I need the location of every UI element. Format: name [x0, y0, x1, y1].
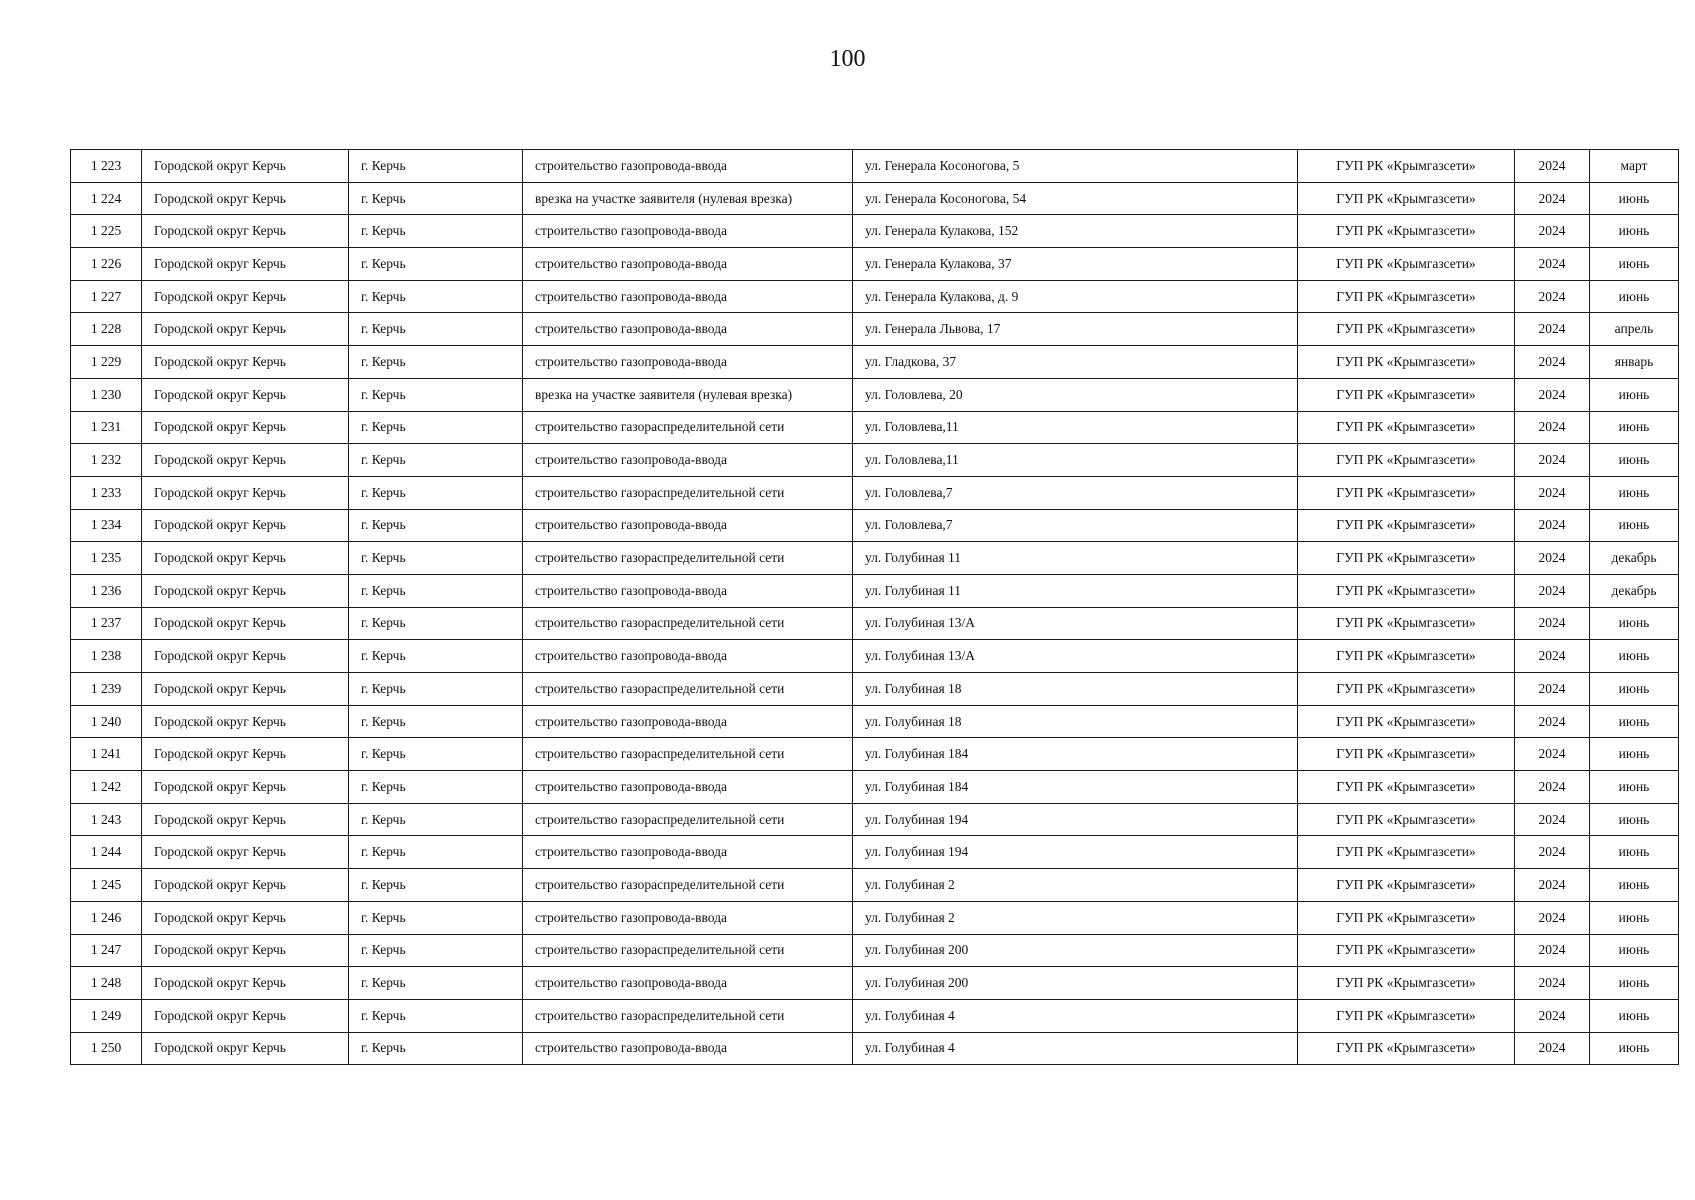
year-cell: 2024: [1515, 803, 1590, 836]
work-type-cell: строительство газораспределительной сети: [523, 542, 853, 575]
district-cell: Городской округ Керчь: [142, 901, 349, 934]
row-number-cell: 1 244: [71, 836, 142, 869]
month-cell: июнь: [1590, 901, 1679, 934]
table-row: [71, 313, 1679, 346]
organization-cell: ГУП РК «Крымгазсети»: [1298, 673, 1515, 706]
organization-cell: ГУП РК «Крымгазсети»: [1298, 869, 1515, 902]
month-cell: июнь: [1590, 182, 1679, 215]
address-cell: ул. Голубиная 4: [853, 1032, 1298, 1065]
district-cell: Городской округ Керчь: [142, 542, 349, 575]
row-number-cell: 1 228: [71, 313, 142, 346]
year-cell: 2024: [1515, 542, 1590, 575]
address-cell: ул. Голубиная 2: [853, 869, 1298, 902]
organization-cell: ГУП РК «Крымгазсети»: [1298, 150, 1515, 183]
city-cell: г. Керчь: [349, 803, 523, 836]
page-number: 100: [829, 46, 866, 72]
district-cell: Городской округ Керчь: [142, 476, 349, 509]
organization-cell: ГУП РК «Крымгазсети»: [1298, 607, 1515, 640]
address-cell: ул. Генерала Кулакова, д. 9: [853, 280, 1298, 313]
row-number-cell: 1 240: [71, 705, 142, 738]
work-type-cell: строительство газопровода-ввода: [523, 280, 853, 313]
district-cell: Городской округ Керчь: [142, 574, 349, 607]
table-row: [71, 346, 1679, 379]
work-type-cell: строительство газопровода-ввода: [523, 509, 853, 542]
month-cell: июнь: [1590, 444, 1679, 477]
row-number-cell: 1 235: [71, 542, 142, 575]
table-row: [71, 771, 1679, 804]
row-number-cell: 1 246: [71, 901, 142, 934]
work-type-cell: строительство газопровода-ввода: [523, 705, 853, 738]
month-cell: июнь: [1590, 771, 1679, 804]
organization-cell: ГУП РК «Крымгазсети»: [1298, 999, 1515, 1032]
work-type-cell: строительство газораспределительной сети: [523, 999, 853, 1032]
gasification-schedule-table: [70, 149, 1679, 1065]
month-cell: декабрь: [1590, 542, 1679, 575]
organization-cell: ГУП РК «Крымгазсети»: [1298, 803, 1515, 836]
table-row: [71, 215, 1679, 248]
row-number-cell: 1 237: [71, 607, 142, 640]
row-number-cell: 1 230: [71, 378, 142, 411]
year-cell: 2024: [1515, 444, 1590, 477]
address-cell: ул. Голубиная 200: [853, 934, 1298, 967]
city-cell: г. Керчь: [349, 542, 523, 575]
month-cell: июнь: [1590, 967, 1679, 1000]
table-row: [71, 150, 1679, 183]
table-row: [71, 476, 1679, 509]
month-cell: июнь: [1590, 869, 1679, 902]
row-number-cell: 1 250: [71, 1032, 142, 1065]
district-cell: Городской округ Керчь: [142, 967, 349, 1000]
organization-cell: ГУП РК «Крымгазсети»: [1298, 640, 1515, 673]
district-cell: Городской округ Керчь: [142, 444, 349, 477]
table-row: [71, 836, 1679, 869]
month-cell: июнь: [1590, 673, 1679, 706]
work-type-cell: строительство газопровода-ввода: [523, 574, 853, 607]
month-cell: июнь: [1590, 280, 1679, 313]
district-cell: Городской округ Керчь: [142, 640, 349, 673]
district-cell: Городской округ Керчь: [142, 999, 349, 1032]
year-cell: 2024: [1515, 248, 1590, 281]
year-cell: 2024: [1515, 150, 1590, 183]
organization-cell: ГУП РК «Крымгазсети»: [1298, 1032, 1515, 1065]
row-number-cell: 1 242: [71, 771, 142, 804]
month-cell: июнь: [1590, 607, 1679, 640]
address-cell: ул. Генерала Кулакова, 37: [853, 248, 1298, 281]
table-row: [71, 542, 1679, 575]
organization-cell: ГУП РК «Крымгазсети»: [1298, 542, 1515, 575]
city-cell: г. Керчь: [349, 738, 523, 771]
month-cell: июнь: [1590, 640, 1679, 673]
organization-cell: ГУП РК «Крымгазсети»: [1298, 280, 1515, 313]
row-number-cell: 1 239: [71, 673, 142, 706]
district-cell: Городской округ Керчь: [142, 280, 349, 313]
year-cell: 2024: [1515, 280, 1590, 313]
year-cell: 2024: [1515, 999, 1590, 1032]
work-type-cell: строительство газораспределительной сети: [523, 411, 853, 444]
district-cell: Городской округ Керчь: [142, 803, 349, 836]
address-cell: ул. Генерала Львова, 17: [853, 313, 1298, 346]
month-cell: июнь: [1590, 476, 1679, 509]
work-type-cell: строительство газопровода-ввода: [523, 313, 853, 346]
address-cell: ул. Голубиная 18: [853, 673, 1298, 706]
work-type-cell: врезка на участке заявителя (нулевая врезка): [523, 378, 853, 411]
year-cell: 2024: [1515, 705, 1590, 738]
work-type-cell: строительство газопровода-ввода: [523, 836, 853, 869]
district-cell: Городской округ Керчь: [142, 411, 349, 444]
organization-cell: ГУП РК «Крымгазсети»: [1298, 215, 1515, 248]
work-type-cell: строительство газораспределительной сети: [523, 738, 853, 771]
month-cell: декабрь: [1590, 574, 1679, 607]
table-row: [71, 803, 1679, 836]
table-row: [71, 673, 1679, 706]
address-cell: ул. Генерала Косоногова, 5: [853, 150, 1298, 183]
table-row: [71, 705, 1679, 738]
table-row: [71, 444, 1679, 477]
row-number-cell: 1 223: [71, 150, 142, 183]
city-cell: г. Керчь: [349, 1032, 523, 1065]
year-cell: 2024: [1515, 640, 1590, 673]
work-type-cell: строительство газопровода-ввода: [523, 150, 853, 183]
year-cell: 2024: [1515, 476, 1590, 509]
table-body: [71, 150, 1679, 1065]
organization-cell: ГУП РК «Крымгазсети»: [1298, 476, 1515, 509]
table-row: [71, 607, 1679, 640]
month-cell: июнь: [1590, 411, 1679, 444]
month-cell: июнь: [1590, 248, 1679, 281]
year-cell: 2024: [1515, 574, 1590, 607]
table-row: [71, 411, 1679, 444]
city-cell: г. Керчь: [349, 182, 523, 215]
organization-cell: ГУП РК «Крымгазсети»: [1298, 411, 1515, 444]
row-number-cell: 1 227: [71, 280, 142, 313]
address-cell: ул. Голубиная 13/А: [853, 640, 1298, 673]
organization-cell: ГУП РК «Крымгазсети»: [1298, 901, 1515, 934]
year-cell: 2024: [1515, 411, 1590, 444]
work-type-cell: строительство газопровода-ввода: [523, 1032, 853, 1065]
city-cell: г. Керчь: [349, 934, 523, 967]
table-row: [71, 901, 1679, 934]
row-number-cell: 1 224: [71, 182, 142, 215]
month-cell: июнь: [1590, 215, 1679, 248]
table-row: [71, 999, 1679, 1032]
address-cell: ул. Головлева,7: [853, 476, 1298, 509]
address-cell: ул. Голубиная 13/А: [853, 607, 1298, 640]
city-cell: г. Керчь: [349, 705, 523, 738]
year-cell: 2024: [1515, 673, 1590, 706]
year-cell: 2024: [1515, 378, 1590, 411]
work-type-cell: строительство газопровода-ввода: [523, 346, 853, 379]
city-cell: г. Керчь: [349, 248, 523, 281]
city-cell: г. Керчь: [349, 967, 523, 1000]
district-cell: Городской округ Керчь: [142, 705, 349, 738]
year-cell: 2024: [1515, 1032, 1590, 1065]
work-type-cell: строительство газораспределительной сети: [523, 869, 853, 902]
address-cell: ул. Голубиная 11: [853, 574, 1298, 607]
row-number-cell: 1 245: [71, 869, 142, 902]
work-type-cell: строительство газопровода-ввода: [523, 215, 853, 248]
organization-cell: ГУП РК «Крымгазсети»: [1298, 574, 1515, 607]
city-cell: г. Керчь: [349, 280, 523, 313]
city-cell: г. Керчь: [349, 509, 523, 542]
address-cell: ул. Головлева,11: [853, 444, 1298, 477]
table-row: [71, 182, 1679, 215]
work-type-cell: строительство газораспределительной сети: [523, 673, 853, 706]
year-cell: 2024: [1515, 934, 1590, 967]
district-cell: Городской округ Керчь: [142, 509, 349, 542]
organization-cell: ГУП РК «Крымгазсети»: [1298, 346, 1515, 379]
row-number-cell: 1 241: [71, 738, 142, 771]
row-number-cell: 1 234: [71, 509, 142, 542]
district-cell: Городской округ Керчь: [142, 934, 349, 967]
city-cell: г. Керчь: [349, 313, 523, 346]
table-row: [71, 1032, 1679, 1065]
row-number-cell: 1 233: [71, 476, 142, 509]
row-number-cell: 1 225: [71, 215, 142, 248]
month-cell: июнь: [1590, 738, 1679, 771]
work-type-cell: строительство газопровода-ввода: [523, 771, 853, 804]
month-cell: март: [1590, 150, 1679, 183]
table-row: [71, 509, 1679, 542]
address-cell: ул. Голубиная 4: [853, 999, 1298, 1032]
year-cell: 2024: [1515, 771, 1590, 804]
address-cell: ул. Генерала Кулакова, 152: [853, 215, 1298, 248]
row-number-cell: 1 231: [71, 411, 142, 444]
organization-cell: ГУП РК «Крымгазсети»: [1298, 967, 1515, 1000]
month-cell: апрель: [1590, 313, 1679, 346]
district-cell: Городской округ Керчь: [142, 771, 349, 804]
organization-cell: ГУП РК «Крымгазсети»: [1298, 444, 1515, 477]
work-type-cell: строительство газораспределительной сети: [523, 803, 853, 836]
table-row: [71, 280, 1679, 313]
city-cell: г. Керчь: [349, 378, 523, 411]
city-cell: г. Керчь: [349, 607, 523, 640]
address-cell: ул. Голубиная 194: [853, 836, 1298, 869]
work-type-cell: строительство газопровода-ввода: [523, 967, 853, 1000]
work-type-cell: строительство газопровода-ввода: [523, 901, 853, 934]
district-cell: Городской округ Керчь: [142, 869, 349, 902]
table-row: [71, 934, 1679, 967]
city-cell: г. Керчь: [349, 836, 523, 869]
city-cell: г. Керчь: [349, 346, 523, 379]
address-cell: ул. Головлева,7: [853, 509, 1298, 542]
work-type-cell: строительство газопровода-ввода: [523, 248, 853, 281]
district-cell: Городской округ Керчь: [142, 836, 349, 869]
work-type-cell: строительство газораспределительной сети: [523, 476, 853, 509]
year-cell: 2024: [1515, 836, 1590, 869]
month-cell: июнь: [1590, 999, 1679, 1032]
organization-cell: ГУП РК «Крымгазсети»: [1298, 509, 1515, 542]
district-cell: Городской округ Керчь: [142, 607, 349, 640]
month-cell: июнь: [1590, 509, 1679, 542]
city-cell: г. Керчь: [349, 999, 523, 1032]
organization-cell: ГУП РК «Крымгазсети»: [1298, 182, 1515, 215]
year-cell: 2024: [1515, 313, 1590, 346]
district-cell: Городской округ Керчь: [142, 150, 349, 183]
year-cell: 2024: [1515, 346, 1590, 379]
city-cell: г. Керчь: [349, 901, 523, 934]
address-cell: ул. Голубиная 184: [853, 738, 1298, 771]
district-cell: Городской округ Керчь: [142, 378, 349, 411]
month-cell: июнь: [1590, 934, 1679, 967]
organization-cell: ГУП РК «Крымгазсети»: [1298, 771, 1515, 804]
work-type-cell: строительство газораспределительной сети: [523, 607, 853, 640]
address-cell: ул. Генерала Косоногова, 54: [853, 182, 1298, 215]
district-cell: Городской округ Керчь: [142, 248, 349, 281]
address-cell: ул. Голубиная 18: [853, 705, 1298, 738]
city-cell: г. Керчь: [349, 574, 523, 607]
organization-cell: ГУП РК «Крымгазсети»: [1298, 313, 1515, 346]
year-cell: 2024: [1515, 607, 1590, 640]
month-cell: июнь: [1590, 836, 1679, 869]
work-type-cell: строительство газопровода-ввода: [523, 640, 853, 673]
city-cell: г. Керчь: [349, 476, 523, 509]
city-cell: г. Керчь: [349, 215, 523, 248]
row-number-cell: 1 238: [71, 640, 142, 673]
city-cell: г. Керчь: [349, 771, 523, 804]
district-cell: Городской округ Керчь: [142, 346, 349, 379]
organization-cell: ГУП РК «Крымгазсети»: [1298, 705, 1515, 738]
address-cell: ул. Головлева, 20: [853, 378, 1298, 411]
table-row: [71, 738, 1679, 771]
row-number-cell: 1 226: [71, 248, 142, 281]
row-number-cell: 1 243: [71, 803, 142, 836]
organization-cell: ГУП РК «Крымгазсети»: [1298, 378, 1515, 411]
organization-cell: ГУП РК «Крымгазсети»: [1298, 248, 1515, 281]
organization-cell: ГУП РК «Крымгазсети»: [1298, 738, 1515, 771]
row-number-cell: 1 248: [71, 967, 142, 1000]
table-row: [71, 869, 1679, 902]
address-cell: ул. Гладкова, 37: [853, 346, 1298, 379]
address-cell: ул. Голубиная 11: [853, 542, 1298, 575]
year-cell: 2024: [1515, 182, 1590, 215]
month-cell: январь: [1590, 346, 1679, 379]
row-number-cell: 1 247: [71, 934, 142, 967]
district-cell: Городской округ Керчь: [142, 215, 349, 248]
city-cell: г. Керчь: [349, 640, 523, 673]
district-cell: Городской округ Керчь: [142, 313, 349, 346]
city-cell: г. Керчь: [349, 869, 523, 902]
table-row: [71, 574, 1679, 607]
month-cell: июнь: [1590, 1032, 1679, 1065]
address-cell: ул. Голубиная 194: [853, 803, 1298, 836]
year-cell: 2024: [1515, 967, 1590, 1000]
year-cell: 2024: [1515, 509, 1590, 542]
organization-cell: ГУП РК «Крымгазсети»: [1298, 934, 1515, 967]
address-cell: ул. Голубиная 184: [853, 771, 1298, 804]
year-cell: 2024: [1515, 215, 1590, 248]
work-type-cell: строительство газопровода-ввода: [523, 444, 853, 477]
table-row: [71, 967, 1679, 1000]
table-row: [71, 378, 1679, 411]
work-type-cell: врезка на участке заявителя (нулевая врезка): [523, 182, 853, 215]
district-cell: Городской округ Керчь: [142, 1032, 349, 1065]
month-cell: июнь: [1590, 705, 1679, 738]
year-cell: 2024: [1515, 869, 1590, 902]
city-cell: г. Керчь: [349, 411, 523, 444]
row-number-cell: 1 229: [71, 346, 142, 379]
organization-cell: ГУП РК «Крымгазсети»: [1298, 836, 1515, 869]
row-number-cell: 1 232: [71, 444, 142, 477]
district-cell: Городской округ Керчь: [142, 182, 349, 215]
table-row: [71, 640, 1679, 673]
year-cell: 2024: [1515, 738, 1590, 771]
table-row: [71, 248, 1679, 281]
address-cell: ул. Голубиная 200: [853, 967, 1298, 1000]
month-cell: июнь: [1590, 803, 1679, 836]
work-type-cell: строительство газораспределительной сети: [523, 934, 853, 967]
city-cell: г. Керчь: [349, 444, 523, 477]
city-cell: г. Керчь: [349, 150, 523, 183]
address-cell: ул. Головлева,11: [853, 411, 1298, 444]
district-cell: Городской округ Керчь: [142, 738, 349, 771]
city-cell: г. Керчь: [349, 673, 523, 706]
row-number-cell: 1 236: [71, 574, 142, 607]
address-cell: ул. Голубиная 2: [853, 901, 1298, 934]
month-cell: июнь: [1590, 378, 1679, 411]
year-cell: 2024: [1515, 901, 1590, 934]
row-number-cell: 1 249: [71, 999, 142, 1032]
district-cell: Городской округ Керчь: [142, 673, 349, 706]
